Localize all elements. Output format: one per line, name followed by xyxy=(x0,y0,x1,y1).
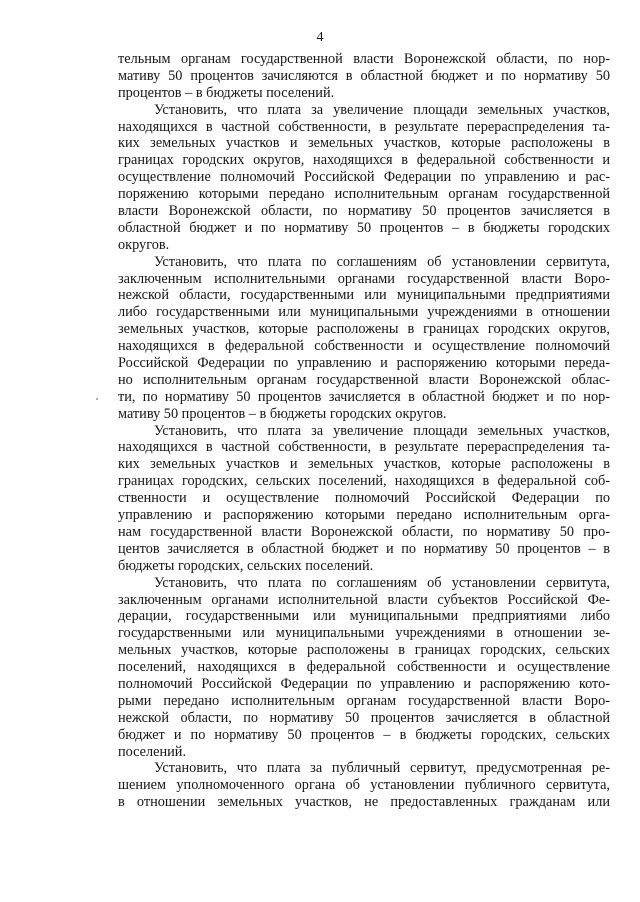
text-line: либо государственными или муниципальными учреждениями в отношении xyxy=(118,304,610,321)
text-line: мативу 50 процентов – в бюджеты городских округов. xyxy=(118,405,447,422)
paragraph xyxy=(118,423,610,575)
text-line: но исполнительным органам государственной власти Воронежской облас- xyxy=(118,371,610,388)
text-line: ственности и осуществление полномочий Российской Федерации по xyxy=(118,490,610,507)
text-line: рыми передано исполнительным органам государственной власти Воро- xyxy=(118,692,610,709)
scan-speck xyxy=(96,398,98,400)
text-line: заключенным органами исполнительной власти субъектов Российской Фе- xyxy=(118,591,610,608)
text-line: ких земельных участков и земельных участков, которые расположены в xyxy=(118,456,610,473)
paragraph xyxy=(118,51,610,102)
text-line: нежской области, государственными или муниципальными предприятиями xyxy=(118,287,610,304)
text-line: мативу 50 процентов зачисляются в областной бюджет и по нормативу 50 xyxy=(118,67,610,84)
text-line: Установить, что плата по соглашениям об установлении сервитута, xyxy=(154,253,610,270)
text-line: шением уполномоченного органа об установлении публичного сервитута, xyxy=(118,777,610,794)
text-line: Установить, что плата за публичный сервитут, предусмотренная ре- xyxy=(154,760,610,777)
text-line: заключенным исполнительными органами государственной власти Воро- xyxy=(118,270,610,287)
text-line: поселений, находящихся в федеральной собственности и осуществление xyxy=(118,659,610,676)
paragraph xyxy=(118,760,610,811)
text-line: бюджеты городских, сельских поселений. xyxy=(118,557,374,574)
text-line: тельным органам государственной власти Воронежской области, по нор- xyxy=(118,51,610,67)
paragraph xyxy=(118,254,610,423)
text-line: находящихся в частной собственности, в результате перераспределения та- xyxy=(118,439,610,456)
paragraph xyxy=(118,102,610,254)
text-line: осуществление полномочий Российской Федерации по управлению и рас- xyxy=(118,169,610,186)
text-line: нежской области, по нормативу 50 процентов зачисляется в областной xyxy=(118,709,610,726)
text-line: находящихся в частной собственности, в результате перераспределения та- xyxy=(118,118,610,135)
text-line: земельных участков, которые расположены в границах городских округов, xyxy=(118,321,610,338)
text-line: поселений. xyxy=(118,743,187,760)
text-line: Установить, что плата за увеличение площади земельных участков, xyxy=(154,422,610,439)
text-line: находящихся в федеральной собственности и осуществление полномочий xyxy=(118,338,610,355)
text-line: полномочий Российской Федерации по управлению и распоряжению кото- xyxy=(118,675,610,692)
text-line: управлению и распоряжению которыми передано исполнительным орга- xyxy=(118,507,610,524)
text-line: ких земельных участков и земельных участков, которые расположены в xyxy=(118,135,610,152)
text-line: Установить, что плата по соглашениям об установлении сервитута, xyxy=(154,574,610,591)
text-line: ти, по нормативу 50 процентов зачисляется в областной бюджет и по нор- xyxy=(118,388,610,405)
text-line: дерации, государственными или муниципальными предприятиями либо xyxy=(118,608,610,625)
text-line: процентов – в бюджеты поселений. xyxy=(118,84,335,101)
text-line: власти Воронежской области, по нормативу 50 процентов зачисляется в xyxy=(118,203,610,220)
text-line: нам государственной власти Воронежской области, по нормативу 50 про- xyxy=(118,523,610,540)
text-line: областной бюджет и по нормативу 50 процентов – в бюджеты городских xyxy=(118,219,610,236)
page-number: 4 xyxy=(316,30,324,45)
text-line: бюджет и по нормативу 50 процентов – в бюджеты городских, сельских xyxy=(118,726,610,743)
document-body xyxy=(118,51,610,811)
text-line: в отношении земельных участков, не предоставленных гражданам или xyxy=(118,794,610,811)
text-line: мельных участков, которые расположены в границах городских, сельских xyxy=(118,642,610,659)
text-line: границах городских округов, находящихся в федеральной собственности и xyxy=(118,152,610,169)
text-line: округов. xyxy=(118,236,170,253)
text-line: Российской Федерации по управлению и распоряжению которыми переда- xyxy=(118,355,610,372)
text-line: Установить, что плата за увеличение площади земельных участков, xyxy=(154,101,610,118)
text-line: границах городских, сельских поселений, находящихся в федеральной соб- xyxy=(118,473,610,490)
text-line: государственными или муниципальными учреждениями в отношении зе- xyxy=(118,625,610,642)
text-line: центов зачисляется в областной бюджет и по нормативу 50 процентов – в xyxy=(118,540,610,557)
paragraph xyxy=(118,575,610,761)
text-line: поряжению которыми передано исполнительным органам государственной xyxy=(118,186,610,203)
